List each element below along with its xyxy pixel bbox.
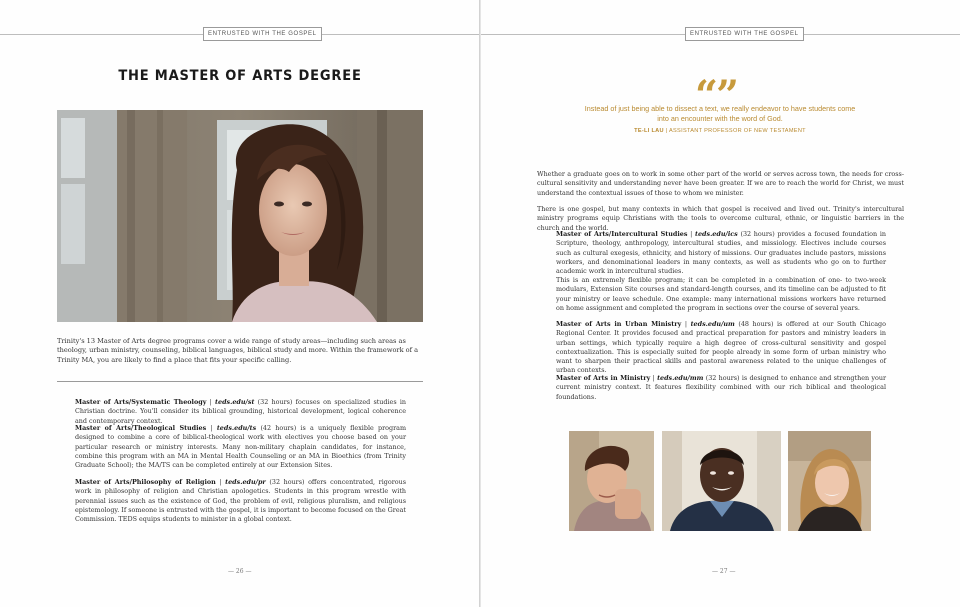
program-description: This is an extremely flexible program; it can be completed in a combination of one- to two-week modulars, Extension Site courses and standard-length courses, and its timeline can be adjusted to fit your ministry or leave schedule. One example: many international missions workers have returned on home assignment and completed the program in sections over the course of several years.: [556, 276, 886, 312]
section-divider: [57, 381, 423, 382]
header-tag: ENTRUSTED WITH THE GOSPEL: [203, 27, 322, 41]
program-entry: [556, 374, 886, 402]
program-url-link[interactable]: teds.edu/mm: [657, 374, 704, 382]
program-entry: [556, 320, 886, 376]
student-photo: [788, 431, 871, 531]
quote-author-role: ASSISTANT PROFESSOR OF NEW TESTAMENT: [669, 128, 806, 134]
program-url-link[interactable]: teds.edu/ics: [695, 230, 738, 238]
program-name: Master of Arts/Philosophy of Religion: [75, 478, 216, 486]
program-name: Master of Arts/Intercultural Studies: [556, 230, 688, 238]
program-description: (42 hours) is a uniquely flexible program designed to combine a core of biblical-theological work with electives you choose based on your particular research or ministry interests. Many non-military chaplain candidates, for instance, combine this program with an MA in Mental Health Counseling or an MA in Bioethics (from Trinity Graduate School); the MA/TS can be completed entirely at our Extension Sites.: [75, 424, 406, 470]
body-paragraph: There is one gospel, but many contexts in which that gospel is received and lived out. Trinity's intercultural ministry programs equip Christians with the tools to overcome cultural, ethnic, or linguistic barriers in the church and the world.: [537, 205, 904, 232]
hero-photo-student: [57, 110, 423, 322]
intro-paragraph: Trinity's 13 Master of Arts degree programs cover a wide range of study areas—including such areas as theology, urban ministry, counseling, biblical languages, biblical study and more. Within the framework of a Trinity MA, you are likely to find a place that fits your specific calling.: [57, 337, 419, 364]
page-number: — 27 —: [712, 568, 736, 575]
student-photo: [662, 431, 781, 531]
page-title: THE MASTER OF ARTS DEGREE: [118, 68, 362, 84]
body-paragraph: Whether a graduate goes on to work in some other part of the world or serves across town, the needs for cross-cultural sensitivity and understanding never have been greater. If we are to reach the world for Christ, we must understand the contextual issues of those to whom we minister.: [537, 170, 904, 197]
quote-marks-icon: “”: [695, 72, 738, 119]
program-name: Master of Arts/Systematic Theology: [75, 398, 207, 406]
program-name: Master of Arts in Ministry: [556, 374, 651, 382]
program-description: (32 hours) offers concentrated, rigorous work in philosophy of religion and Christian apologetics. Students in this program wrestle with perennial issues such as the existence of God, the problem of evil, religious pluralism, and religious epistemology. If someone is entrusted with the gospel, it is important to become focused on the Great Commission. TEDS equips students to minister in a global context.: [75, 478, 407, 524]
program-entry: [75, 478, 406, 524]
program-description: (32 hours) provides a focused foundation in Scripture, theology, anthropology, intercultural studies, and missiology. Electives include courses such as cultural exegesis, ethnicity, and history of missions. Our graduates include pastors, missions workers, and denominational leaders in many contexts, as well as students who go on to further academic work in intercultural studies.: [556, 230, 886, 276]
quote-separator: |: [663, 128, 669, 134]
program-description: (32 hours) focuses on specialized studies in Christian doctrine. You'll consider its biblical grounding, historical development, logical coherence and contemporary context.: [75, 398, 407, 425]
program-url-link[interactable]: teds.edu/pr: [225, 478, 266, 486]
program-separator: |: [206, 424, 217, 432]
header-tag: ENTRUSTED WITH THE GOSPEL: [685, 27, 804, 41]
program-entry: [556, 230, 886, 276]
program-url-link[interactable]: teds.edu/st: [215, 398, 255, 406]
program-separator: |: [687, 230, 695, 238]
program-url-link[interactable]: teds.edu/ts: [216, 424, 257, 432]
program-name: Master of Arts in Urban Ministry: [556, 320, 682, 328]
program-entry: [75, 398, 406, 426]
program-separator: |: [215, 478, 226, 486]
program-entry: [556, 276, 886, 313]
program-separator: |: [206, 398, 216, 406]
program-separator: |: [681, 320, 691, 328]
program-url-link[interactable]: teds.edu/um: [690, 320, 735, 328]
pull-quote: Instead of just being able to dissect a text, we really endeavor to have students come into an encounter with the word of God.: [584, 104, 856, 123]
program-description: (32 hours) is designed to enhance and strengthen your current ministry context. It features flexibility combined with our rich biblical and theological foundations.: [556, 374, 887, 401]
program-description: (48 hours) is offered at our South Chicago Regional Center. It provides focused and practical preparation for pastors and ministry leaders in urban settings, which typically require a high degree of cross-cultural sensitivity and gospel contextualization. This is especially suited for people already in some form of urban ministry who want to sharpen their practical skills and pastoral awareness related to the unique challenges of urban contexts.: [556, 320, 886, 375]
quote-attribution: [581, 128, 859, 134]
quote-author: TE-LI LAU: [634, 128, 664, 134]
program-separator: |: [650, 374, 658, 382]
program-entry: [75, 424, 406, 470]
program-name: Master of Arts/Theological Studies: [75, 424, 207, 432]
page-number: — 26 —: [228, 568, 252, 575]
student-photo: [569, 431, 654, 531]
